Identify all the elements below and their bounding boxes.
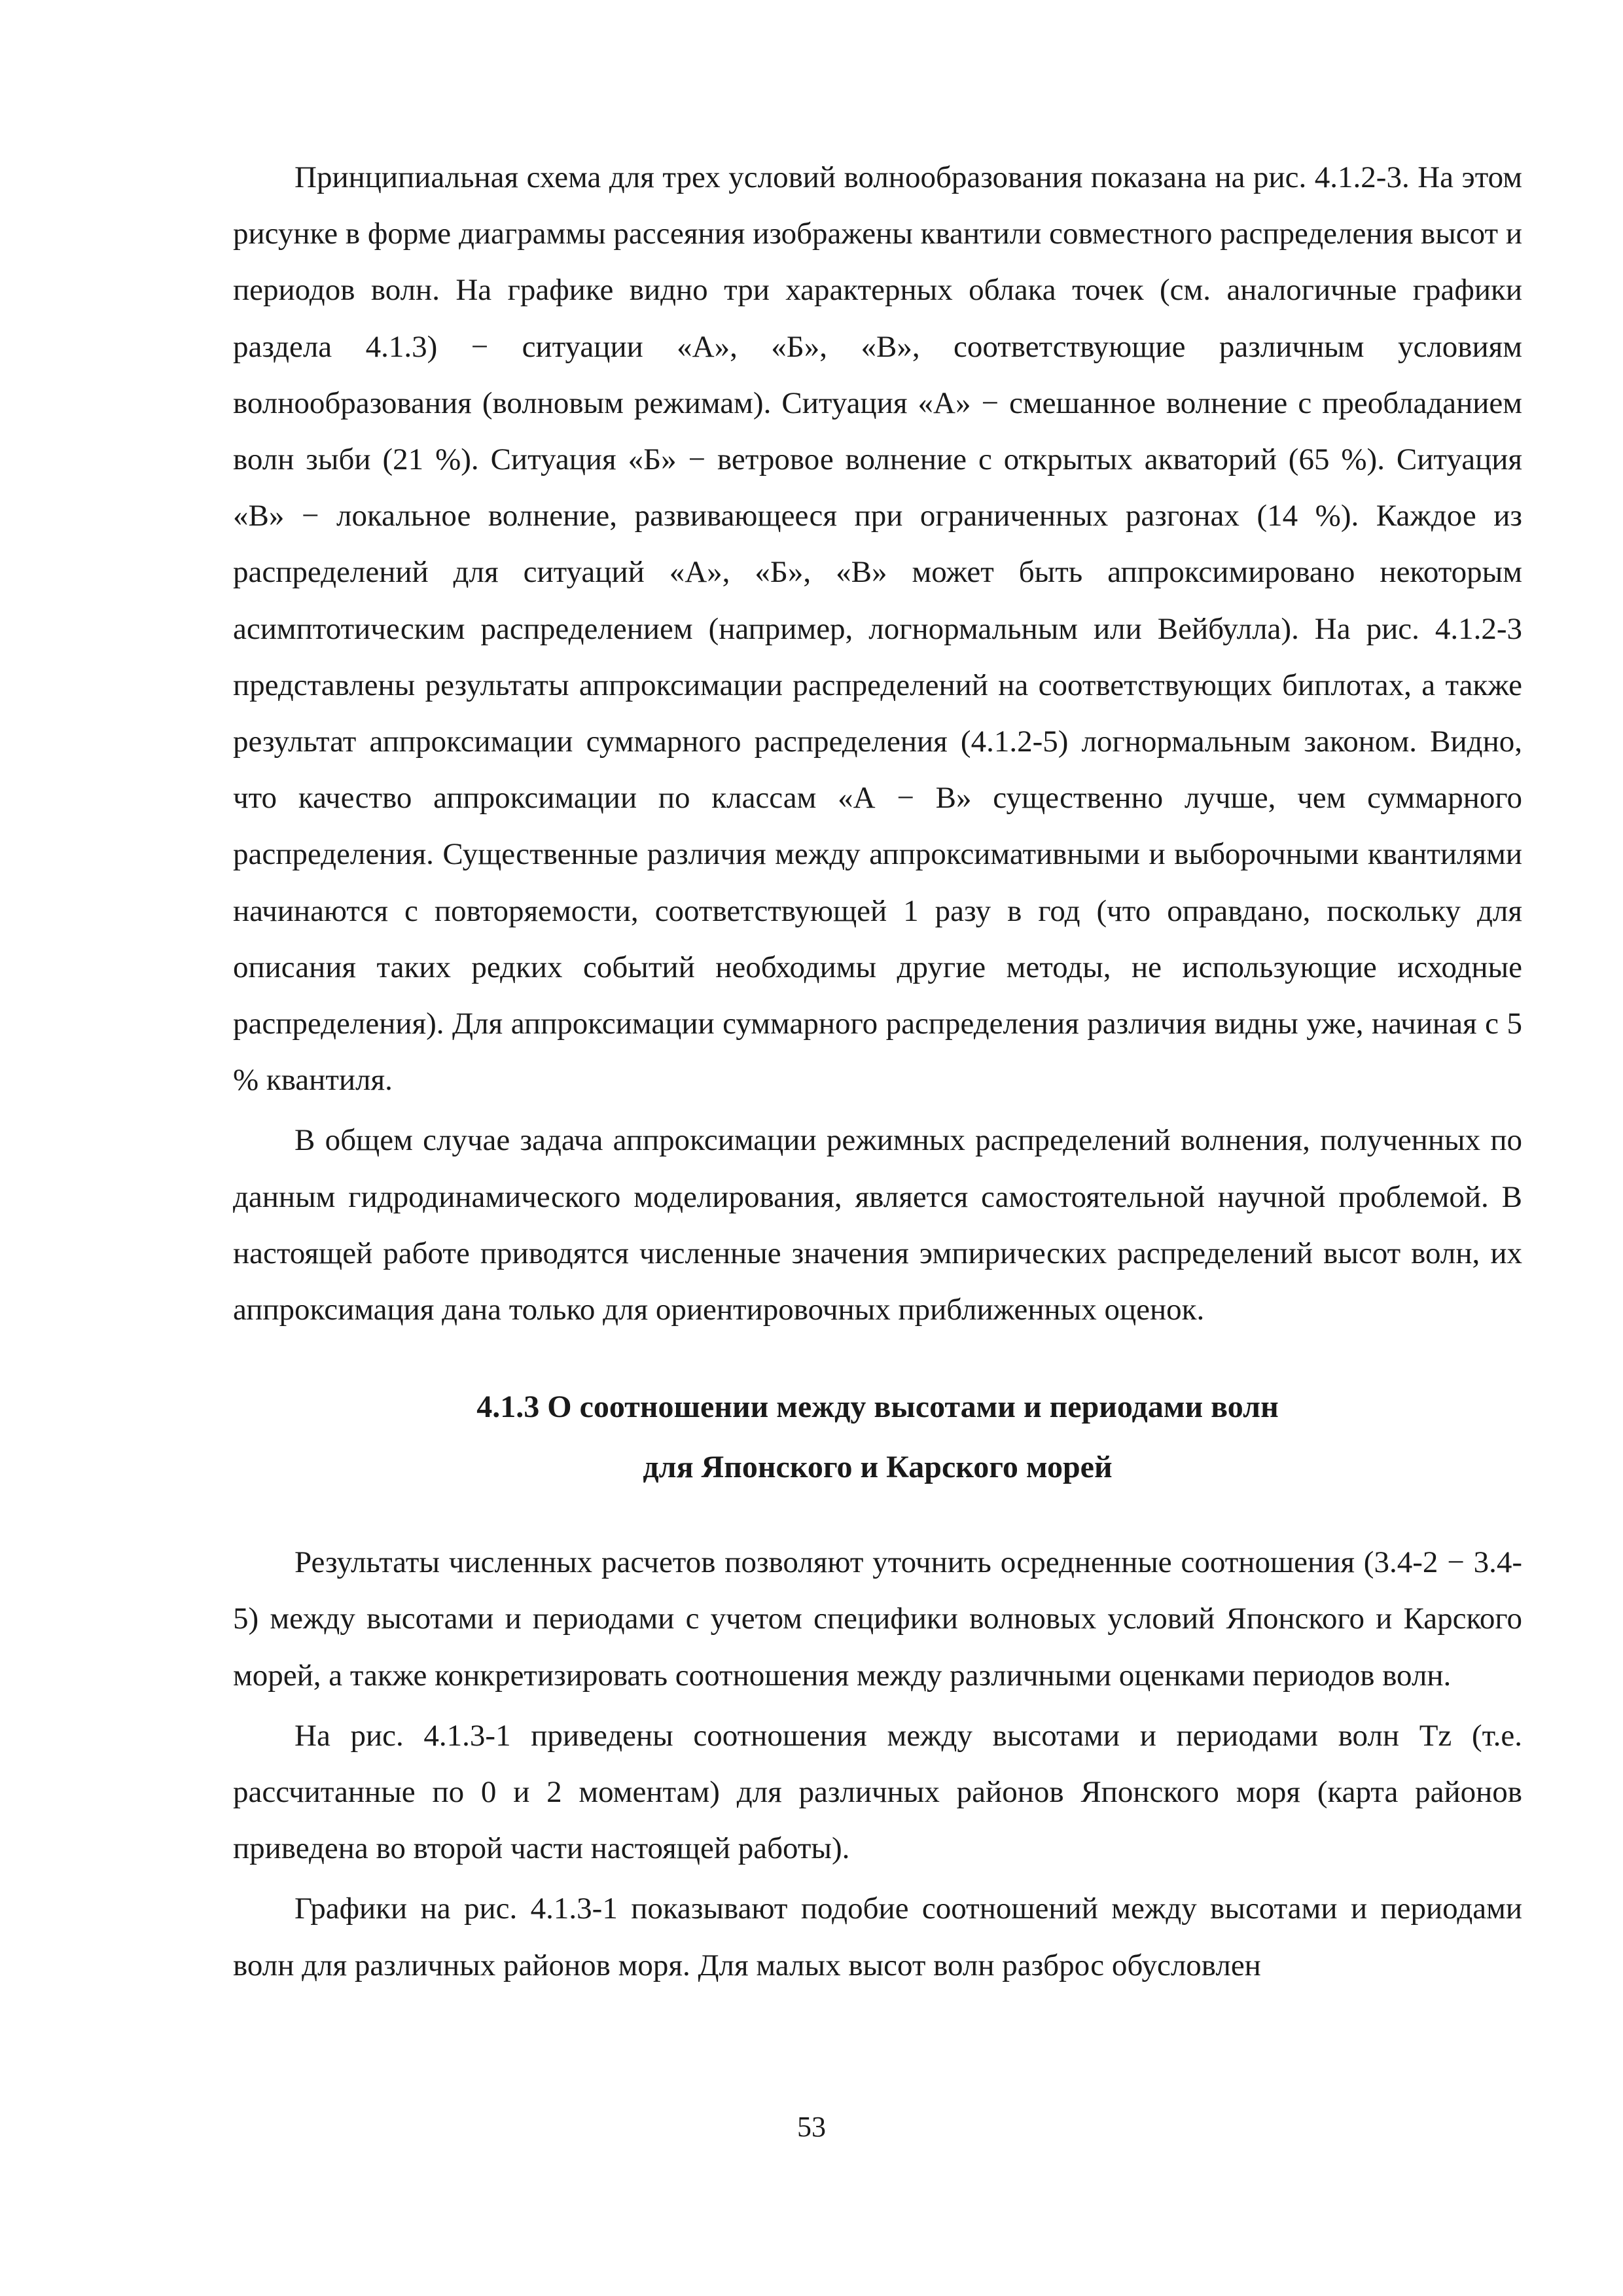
paragraph: Графики на рис. 4.1.3-1 показывают подобие соотношений между высотами и периодами волн для различных районов моря. Для малых высот волн разброс обусловлен — [233, 1892, 1522, 1982]
section-heading-line-1: 4.1.3 О соотношении между высотами и периодами волн — [476, 1390, 1279, 1425]
paragraph: Результаты численных расчетов позволяют уточнить осредненные соотношения (3.4-2 − 3.4-5) между высотами и периодами с учетом специфики волновых условий Японского и Карского морей, а также конкретизировать соотношения между различными оценками периодов волн. — [233, 1545, 1522, 1693]
paragraph: Принципиальная схема для трех условий волнообразования показана на рис. 4.1.2-3. На этом рисунке в форме диаграммы рассеяния изображены квантили совместного распределения высот и периодов волн. На графике видно три характерных облака точек (см. аналогичные графики раздела 4.1.3) − ситуации «А», «Б», «В», соответствующие различным условиям волнообразования (волновым режимам). Ситуация «А» − смешанное волнение с преобладанием волн зыби (21 %). Ситуация «Б» − ветровое волнение с открытых акваторий (65 %). Ситуация «В» − локальное волнение, развивающееся при ограниченных разгонах (14 %). Каждое из распределений для ситуаций «А», «Б», «В» может быть аппроксимировано некоторым асимптотическим распределением (например, логнормальным или Вейбулла). На рис. 4.1.2-3 представлены результаты аппроксимации распределений на соответствующих биплотах, а также результат аппроксимации суммарного распределения (4.1.2-5) логнормальным законом. Видно, что качество аппроксимации по классам «А − В» существенно лучше, чем суммарного распределения. Существенные различия между аппроксимативными и выборочными квантилями начинаются с повторяемости, соответствующей 1 разу в год (что оправдано, поскольку для описания таких редких событий необходимы другие методы, не использующие исходные распределения). Для аппроксимации суммарного распределения различия видны уже, начиная с 5 % квантиля. — [233, 160, 1522, 1098]
document-page — [233, 149, 1522, 1994]
paragraph: На рис. 4.1.3-1 приведены соотношения между высотами и периодами волн Tz (т.е. рассчитанные по 0 и 2 моментам) для различных районов Японского моря (карта районов приведена во второй части настоящей работы). — [233, 1718, 1522, 1866]
paragraph: В общем случае задача аппроксимации режимных распределений волнения, полученных по данным гидродинамического моделирования, является самостоятельной научной проблемой. В настоящей работе приводятся численные значения эмпирических распределений высот волн, их аппроксимация дана только для ориентировочных приближенных оценок. — [233, 1123, 1522, 1327]
section-heading-line-2: для Японского и Карского морей — [643, 1450, 1113, 1485]
section-heading — [233, 1377, 1522, 1498]
page-number: 53 — [797, 2111, 826, 2143]
